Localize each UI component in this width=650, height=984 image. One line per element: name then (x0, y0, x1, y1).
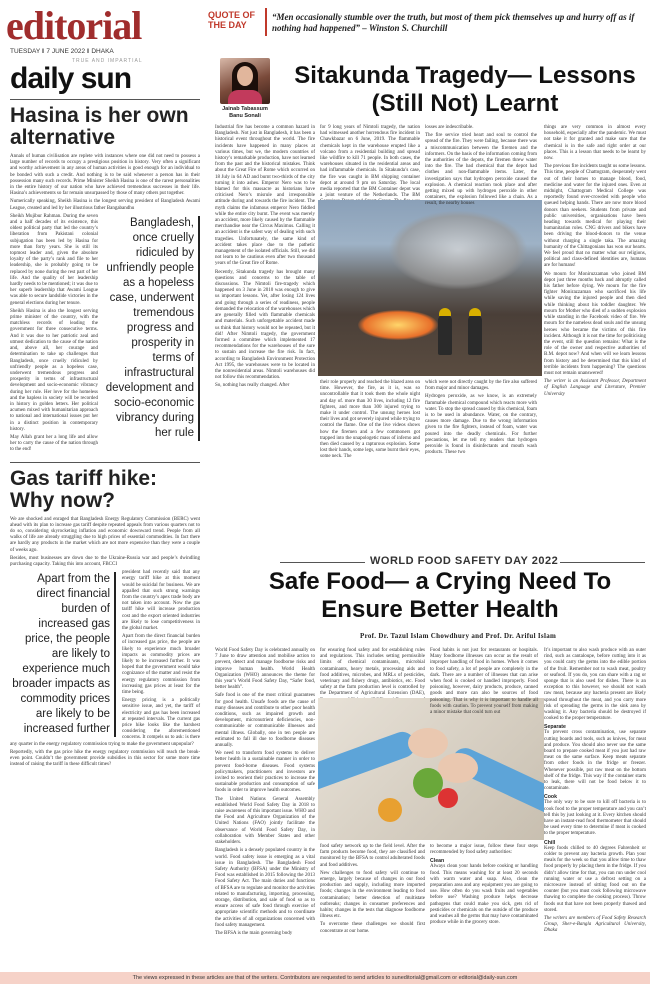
paragraph: Hydrogen peroxide, as we know, is an extremely flammable chemical compound which reacts more with water. To stop the spread caused by this chemical, foam is to be used in abundance. Water, on the contrary, causes more damage. Due to the wrong information given to the fire fighters, instead of foam, water was poured into the deadly chemicals. For further precautions, let me tell my readers that hydrogen peroxide is found in disinfectants and mouth wash products. These two (425, 394, 537, 456)
footer-notice: The views expressed in these articles are that of the writers. Contributors are requested to send articles to suneditorial@gmail.com or editorial@daily-sun.com (0, 972, 650, 984)
paragraph: food safety network up to the field level. After the farm products become food, they are classified and monitored by the BFSA to control adulterated foods and food additives. (320, 844, 425, 868)
article-column (430, 648, 538, 718)
article-column (425, 380, 537, 458)
paragraph: things are very common in almost every household, especially after the pandemic. We must not take it for granted and make sure that the chemical is in the safe and right order at our places. This is a lesson that needs to be learnt by now. (544, 125, 646, 162)
paragraph: Recently, Sitakunda tragedy has brought many questions and concerns to the table of discussions. The Nimtoli fire-tragedy which happened on 3 June in 2010 was enough to give us important lessons. Yet, after losing 124 lives and going through a series of readiness, people demanded the relocation of the warehouses which are generally filled with flammable chemicals and materials. Such unforgettable accident made us think that history would not be repeated, but it did! After Nimtoli tragedy, the government formed a committee which implemented 17 recommendations for the warehouses of the sure to sustain and increase the fire risk. In fact, according to Bangladesh Environment Protection Act 1995, the warehouses were to be located in the nonresidential areas. Nimtoli warehouses did not follow this recommendation. (215, 269, 315, 381)
section-logo: editorial (6, 3, 142, 48)
paragraph: to become a major issue, follow these four steps recommended by food safety authorities: (430, 844, 538, 856)
article-column (544, 648, 646, 937)
paragraph: May Allah grant her a long life and allow her to carry the cause of the nation through to the end! (10, 434, 98, 453)
editorial-headline: Gas tariff hike: Why now? (10, 466, 158, 512)
subheading: Chill (544, 839, 556, 846)
paragraph: The United Nations General Assembly established World Food Safety Day in 2018 to raise awareness of this important issue. WHO and the Food and Agriculture Organization of the United Nations (FAO) jointly facilitate the observance of World Food Safety Day, in collaboration with Member States and other stakeholders. (215, 796, 315, 846)
article-column (215, 648, 315, 939)
article-column (430, 844, 538, 928)
paragraph: Apart from the direct financial burden of increased gas price, the people are likely to experience much broader impacts as commodity prices are likely to be increased further. It was hoped that the government would take cognizance of the matter and resist the energy regulatory commission from increasing gas prices at least for the time being. (122, 634, 200, 696)
divider (10, 99, 200, 100)
pull-quote: Apart from the direct financial burden of increased gas price, the people are likely to experience much broader impacts as commodity prices are likely to be increased further (10, 572, 116, 737)
paragraph: Sheikh Hasina is also the longest serving prime minister of the country, with the matchless records of leading the government for three consecutive terms. And it was due to her patriotic zeal and utmost dedication to the cause of the nation and, above all, her courage and determination to take up challenges that Bangladesh, once cruelly ridiculed by unfriendly people as a hopeless case, underwent tremendous progress and prosperity in terms of infrastructural development and socio-economic vibrancy during her rule. Her love for the homeless and the hapless in society will be recorded in history in golden letters. Her political acumen mixed with humanitarian approach to national and international issues put her in a distinct position in contemporary history. (10, 308, 98, 432)
pull-quote: Bangladesh, once cruelly ridiculed by unfriendly people as a hopeless case, underwent tremendous progress and prosperity in terms of infrastructural development and socio-economic vibrancy during her rule (102, 216, 200, 441)
paragraph: Annals of human civilisation are replete with instances where one did not need to possess a large number of records to occupy a prestigious position in history. Very often a significant and worthy achievement in any areas of human activities is good enough for an individual to be bonded with such a credit. And nothing is to be said whenever a person has in their possession many such records. Prime Minister Sheikh Hasina is one of the rarest personalities in the entire history of our nation who have achieved tremendous successes in their life. Hasina’s achievements so far remain unsurpassed by those of many others put together. (10, 154, 200, 197)
dateline: TUESDAY ‖ 7 JUNE 2022 ‖ DHAKA (10, 48, 114, 55)
paragraph: Safe food is one of the most critical guarantees for good health. Unsafe foods are the cause of many diseases and contribute to other poor health conditions, such as impaired growth and development, micronutrient deficiencies, non-communicable or communicable illnesses and mental illness. Globally, one in ten people are estimated to fall ill due to foodborne diseases annually. (215, 693, 315, 749)
paragraph: So, nothing has really changed. After (215, 383, 290, 389)
paragraph: New challenges to food safety will continue to emerge, largely because of changes in our food production and supply, including more imported foods; changes in the environment leading to food contamination; better detection of multistate outbreaks; changes in consumer preferences and habits; changes in the tests that diagnose foodborne illness etc. (320, 870, 425, 920)
editorial-headline: Hasina is her own alternative (10, 104, 189, 149)
article-column (544, 125, 646, 400)
quote-divider (265, 8, 267, 36)
byline: Prof. Dr. Tazul Islam Chowdhury and Prof. Dr. Ariful Islam (360, 632, 557, 640)
paragraph: Bangladesh is a densely populated country in the world. Food safety issue is emerging as a vital issue in Bangladesh. The Bangladesh Food Safety Authority (BFSA) under the Ministry of Food was established in 2015 following the 2013 Food Safety Act. The main duties and functions of BFSA are to regulate and monitor the activities related to manufacturing, importing, processing, storage, distribution, and sale of food so as to ensure access of safe food through exercise of appropriate scientific methods and to coordinate the activities of all organizations concerned with food safety management. (215, 848, 315, 928)
divider (560, 562, 645, 563)
quote-label: QUOTE OF THE DAY (208, 10, 255, 30)
writer-note: The writer is an Assistant Professor, Department of English Language and Literature, Premier University (544, 379, 646, 397)
author-block (215, 58, 275, 120)
paragraph: The fire service tried heart and soul to control the spread of the fire. They were failing, because there was a miscommunication between the firemen and the informers. On the basis of the information coming from the authorities of the depots, the firemen threw water into the fire. The bad chemical that the depot had clothes and non-flammable items. Later, the investigation says that hydrogen peroxide caused the explosion. A chemical reaction took place and after getting mixed up with hydrogen peroxide in other containers, the explosion followed like a chain. As a result, the nearby houses (425, 133, 537, 207)
paragraph: for ensuring food safety and for establishing rules and regulations. This includes setting permissible limits of chemical contaminants, microbial contaminants, heavy metals, processing aids and food additives, microbes, and MRLs of pesticides, veterinary and fishery drugs, antibiotics, etc. Food safety at the farm production level is controlled by the Department of Agricultural Extension (DAE), (320, 648, 425, 697)
author-photo (220, 58, 270, 104)
paragraph: To prevent cross contamination, use separate cutting boards and tools, such as knives, for meat and produce. You should also never use the same board to prepare cooked meat if you just had raw meat on the same surface. Keep meats separate from other foods in the fridge or freezer. Whenever possible, put raw meat on the bottom shelf of the fridge. This way if the container starts to leak, there will not be food below it to contaminate. (544, 730, 646, 792)
paragraph: The previous fire incidents taught us some lessons. This time, people of Chattogram, desperately went out of their homes to manage blood, food, medicine and water for the injured ones. Even at midnight, Chattogram Medical College was reportedly found over-crowded with people who queued helping hands. There are now more blood donors than seekers. Students from private and public universities, organisations have been heading towards medical for playing their humanitarian roles. CNG drivers and bikers have been driving the blood-donors to the venue without charging a single taka. The amazing humanity of the Chittagonians has won our hearts. We feel proud that no matter what our religions, political and class-defined identities are, humans are for humans! (544, 164, 646, 269)
subheading: Separate (544, 724, 566, 731)
food-photo (318, 698, 544, 840)
fire-photo (318, 200, 542, 376)
paragraph: Numerically speaking, Sheikh Hasina is the longest serving president of Bangladesh Awami League, created and led by her illustrious father Bangabandhu (10, 199, 200, 211)
paragraph: Food habits is not just for restaurants or hospitals. Many foodborne illnesses can occur as the result of improper handling of food in homes. When it comes to food safety, a lot of people are completely in the dark. There are a number of illnesses that can arise when food is cooked or handled improperly. Food poisoning, however, dairy products, produce, canned goods and more can also be sources of food poisoning. That is why it is important to handle all foods with caution. To prevent yourself from making a minor mistake that could turn out (430, 648, 538, 716)
paragraph: It’s important to also wash produce with an outer rind, such as cantaloupe, before cutting into it as you could carry the germs into the edible portion of the fruit. Remember not to wash meat, poultry or seafood. If you do, you can share with a rag or sponge that is also used for dishes. There is an exception to this however, we should not wash raw meat, because any bacteria present are likely spread throughout the meat, and you carry more risk of spreading the germs in the sink area by washing it. Any bacteria should be destroyed if cooked to the proper temperature. (544, 648, 646, 722)
subheading: Clean (430, 858, 445, 865)
editorial-column (10, 58, 200, 770)
tagline: TRUE AND IMPARTIAL (72, 58, 143, 64)
paragraph: Keep foods chilled to 40 degrees Fahrenheit or colder to prevent any bacteria growth. Plan your meals for the week so that you allow time to thaw food properly by placing them in the fridge. If you didn’t allow time for that, you can run under cool running water or use a defrost setting on a microwave instead of sitting food out on the counter (but you must cook following microwave thawing to complete the cooking process). Throw foods out that have not been properly thawed and stored. (544, 845, 646, 913)
paragraph: To overcome these challenges we should first concentrate at our home. (320, 922, 425, 934)
paragraph: We are shocked and enraged that Bangladesh Energy Regulatory Commission (BERC) went ahead with its plan to increase gas tariff despite repeated appeals from various quarters not to do so, considering skyrocketing inflation and economic downward trend. People from all walks of life are already struggling due to high prices of essential commodities. In fact there are hardly any products in the market which are not more expensive than they were a couple of weeks ago. (10, 516, 200, 553)
paragraph: Industrial fire has become a common hazard in Bangladesh. Not just in Bangladesh, it has been a historical event throughout the world. The fire incidents have happened in many places at various times, but we, the modern countries of history’s remarkable production, have not learned from the past and the historical mistakes. Think about the Great Fire of Rome which occurred on 18 July in 64 AD and burnt two-thirds of the city turning it into ashes. Emperor Nero was to be blamed for this massacre as historians have criticised Nero’s misrule and irresponsible attitude during and towards the fire incident. The myth claims the infamous emperor Nero fiddled while the entire city burnt. The event was merely an accident, more likely caused by the flammable merchandise near the Circus Maximus. Calling it an accident is the safest way of dealing with such tragedies. Unfortunately, the same kind of accident takes place due to the pathetic management of the isolated officials. Still, we did not learn to be cautious even after two thousand years of the Great fire of Rome. (215, 125, 315, 267)
kicker: WORLD FOOD SAFETY DAY 2022 (370, 555, 559, 567)
paragraph: Sheikh Mujibur Rahman. During the seven and a half decades of its existence, this oldest political party that led the country’s liberation from Pakistani colonial subjugation has been led by Hasina for more than forty years. She is still its topmost leader and, given the absolute loyalty of the party’s rank and file to her leadership, she is probably going to be replaced by none during the rest part of her life. And the quality of her leadership hardly needs to be mentioned; it was due to her superb leadership that Awami League was able to secure landslide victories in the general elections during her tenure. (10, 213, 98, 306)
subheading: Cook (544, 794, 557, 801)
paragraph: president had recently said that any energy tariff hike at this moment would be suicidal for business. We are appalled that such strong warnings from the country’s apex trade body are not taken into account. Now the gas tariff hike will increase production cost and the export oriented industries are likely to lose competitiveness in the global market. (122, 570, 200, 631)
masthead (0, 0, 650, 58)
paragraph: their role properly and reached the blazed area on time. However, the fire, as it is, was so uncontrollable that it took them the whole night and day of. more than 30 lives, including 12 fire fighters, and more than 300 injured trying to make it under control. The unsung heroes lost their lives and got severely injured while trying to control the flame. One of the live videos shows how the firemen and a few commoners got trapped into the unapologetic mass of inferno and then died caused by a rapturous explosion. Some lost their hands, some legs, some burnt their eyes, some neck. The (320, 380, 420, 460)
paragraph: for 9 long years of Nimtoli tragedy, the nation had witnessed another horrendous fire incident in Chawkbazar on 6 June, 2019. The flammable chemicals kept in the warehouse erupted like a volcano from a residential building and spread like wildfire to kill 71 people. In both cases, the warehouses situated in the residential areas and had inflammable chemicals. In Sitakunda’s case, the fire was caught in BM shipping container depot at around 9 pm on Saturday. The local media reported that the BM Container depot was a joint venture of the Netherlands. The BM (320, 125, 420, 199)
divider (280, 562, 365, 563)
author-name: Jainab Tabassum Banu Sonali (222, 106, 268, 119)
quote-of-the-day: “Men occasionally stumble over the truth, but most of them pick themselves up and hurry off as if nothing had happened” – Winston S. Churchill (272, 12, 635, 33)
divider (10, 462, 200, 463)
paragraph: which were not directly caught by the fire also suffered from major and minor damages. (425, 380, 537, 392)
article-headline: Sitakunda Tragedy— Lessons (Still Not) Learnt (294, 62, 636, 117)
paragraph: World Food Safety Day is celebrated annually on 7 June to draw attention and mobilise action to prevent, detect and manage foodborne risks and improve human health. World Health Organization (WHO) announces the theme for this year’s World Food Safety Day, “Safer food, better health”. (215, 648, 315, 691)
article-headline: Safe Food— a Crying Need To Ensure Better Health (268, 568, 612, 623)
paragraph: Energy pricing is a politically sensitive issue, and yet, the tariff of electricity and gas has been increased at repeated intervals. The current gas price hike looks like the harshest considering the aforementioned concerns. It compels us to ask: is there any quarter in the energy regulatory commission trying to make the government unpopular? (10, 698, 200, 747)
paragraph: losses are indescribable. (425, 125, 474, 130)
paragraph: Always clean your hands before cooking or handling food. This means washing for at least 20 seconds with warm water and soap. Also, clean the preparation area and any equipment you are going to use. How often do you wash fruits and vegetables before use? Washing produce helps decrease pathogens that could make you sick, gets rid of pesticides or chemicals on the outside of the produce and washes all the germs that may have contaminated produce while in the grocery store. (430, 864, 538, 926)
article-column (425, 125, 537, 210)
paragraph: The BFSA is the main governing body (215, 930, 293, 936)
paragraph: We mourn for Moniruzzaman who joined BM depot just three months back and abruptly called his father before dying. We mourn for the fire fighter Monirazzaman who sacrificed his life while saving the injured people and then died while thinking about his toddler daughter. We mourn for Mother who died of a sudden explosion while standing in the Facebook video of fire. We mourn for the nameless dead souls and the unsung heroes who became the victims of this fire incident. Although it is not the time for politicising the event, still the question remains: What is the role of the owner and respective authorities of B.M. depot now? And when will we learn lessons from history and be determined that this kind of terrible incidents from happening? The questions must not remain unanswered! (544, 271, 646, 376)
paragraph: We need to transform food systems to deliver better health in a sustainable manner in order to prevent food-borne diseases. Food systems policymakers, practitioners and investors are invited to reorient their practices to increase the sustainable production and consumption of safe foods in order to improve health outcomes. (215, 751, 315, 794)
writer-note: The writers are members of Food Safety Research Group, Sher-e-Bangla Agricultural University, Dhaka (544, 915, 646, 934)
paragraph: Reportedly, with the gas price hike the energy regulatory commission will reach the break-even point. Couldn’t the government provide subsidies in this sector for some more time instead of raising the tariff in these difficult times? (10, 749, 200, 768)
article-column (215, 125, 315, 392)
paragraph: Besides, most businesses are down due to the Ukraine-Russia war and people’s dwindling purchasing capacity. Taking this into account, FBCCI (10, 555, 200, 567)
article-column (320, 380, 420, 463)
paragraph: The only way to be sure to kill off bacteria is to cook food to the proper temperature and you can’t tell this by just looking at it. Every kitchen should have an instant-read food thermometer that should be used every time to determine if meat is cooked to the proper temperature. (544, 800, 646, 837)
article-column (320, 844, 425, 937)
brand-name: daily sun (10, 62, 132, 95)
